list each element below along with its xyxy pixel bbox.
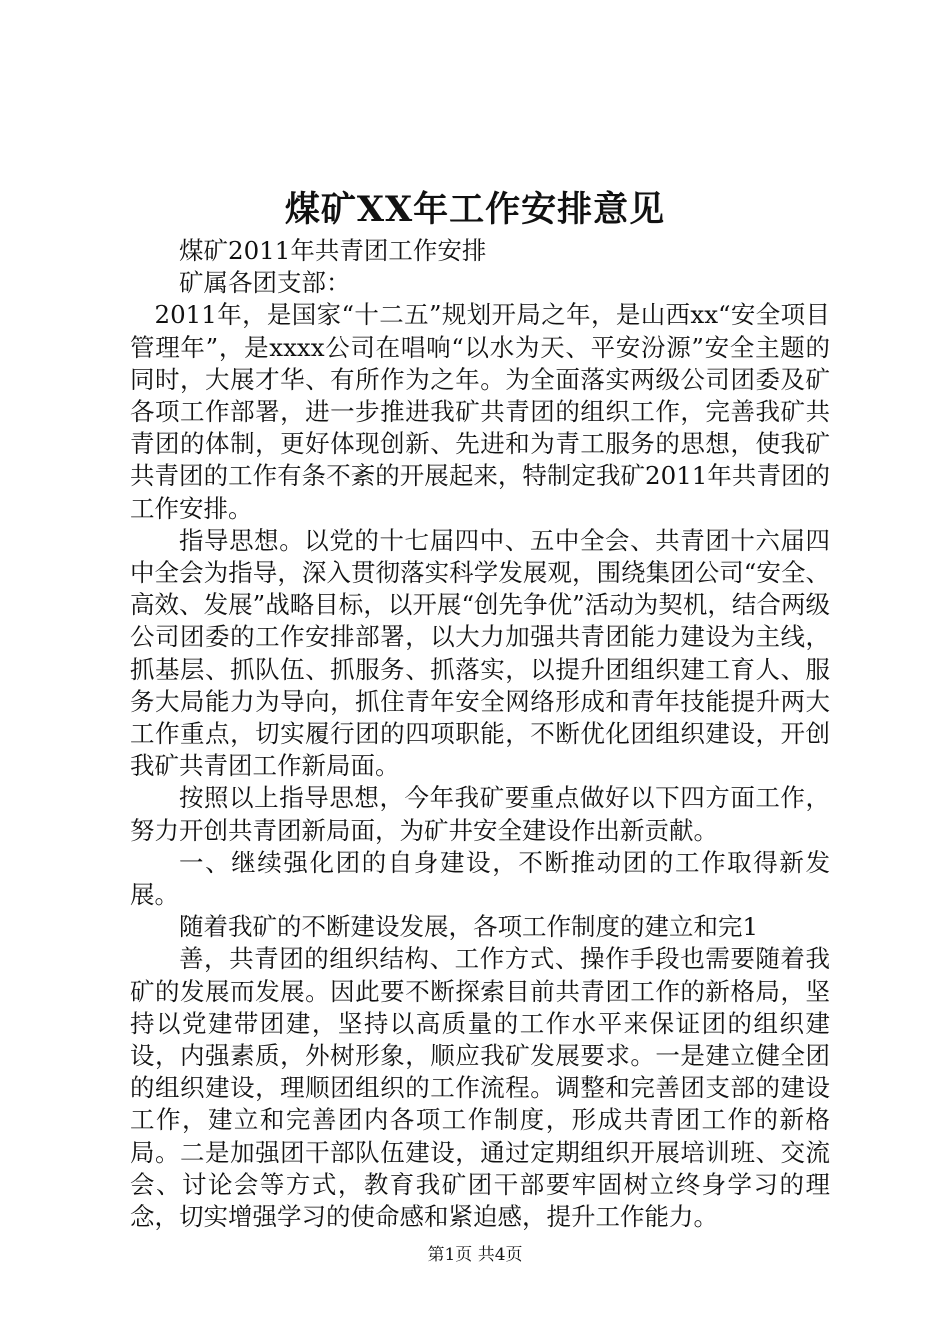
body-paragraph: 矿属各团支部： xyxy=(179,268,351,298)
body-paragraph: 善，共青团的组织结构、工作方式、操作手段也需要随着我矿的发展而发展。因此要不断探索目前共青团工作的新格局，坚持以党建带团建，坚持以高质量的工作水平来保证团的组织建设，内强素质，外树形象，顺应我矿发展要求。一是建立健全团的组织建设，理顺团组织的工作流程。调整和完善团支部的建设工作，建立和完善团内各项工作制度，形成共青团工作的新格局。二是加强团干部队伍建设，通过定期组织开展培训班、交流会、讨论会等方式，教育我矿团干部要牢固树立终身学习的理念，切实增强学习的使命感和紧迫感，提升工作能力。 xyxy=(130,944,830,1232)
body-paragraph: 指导思想。以党的十七届四中、五中全会、共青团十六届四中全会为指导，深入贯彻落实科学发展观，围绕集团公司“安全、高效、发展”战略目标，以开展“创先争优”活动为契机，结合两级公司团委的工作安排部署，以大力加强共青团能力建设为主线，抓基层、抓队伍、抓服务、抓落实，以提升团组织建工育人、服务大局能力为导向，抓住青年安全网络形成和青年技能提升两大工作重点，切实履行团的四项职能，不断优化团组织建设，开创我矿共青团工作新局面。 xyxy=(130,525,830,781)
body-paragraph: 煤矿2011年共青团工作安排 xyxy=(179,236,487,265)
body-paragraph: 2011年，是国家“十二五”规划开局之年，是山西xx“安全项目管理年”，是xxxx公司在唱响“以水为天、平安汾源”安全主题的同时，大展才华、有所作为之年。为全面落实两级公司团委及矿各项工作部署，进一步推进我矿共青团的组织工作，完善我矿共青团的体制，更好体现创新、先进和为青工服务的思想，使我矿共青团的工作有条不紊的开展起来，特制定我矿2011年共青团的工作安排。 xyxy=(130,300,830,523)
body-paragraph: 随着我矿的不断建设发展，各项工作制度的建立和完1 xyxy=(179,912,759,942)
body-paragraph: 按照以上指导思想，今年我矿要重点做好以下四方面工作，努力开创共青团新局面，为矿井安全建设作出新贡献。 xyxy=(130,783,830,845)
page-number: 第1页 共4页 xyxy=(427,1245,523,1265)
document-title: 煤矿XX年工作安排意见 xyxy=(284,189,666,230)
document-body xyxy=(130,235,830,1233)
section-heading: 一、继续强化团的自身建设，不断推动团的工作取得新发展。 xyxy=(130,847,830,910)
